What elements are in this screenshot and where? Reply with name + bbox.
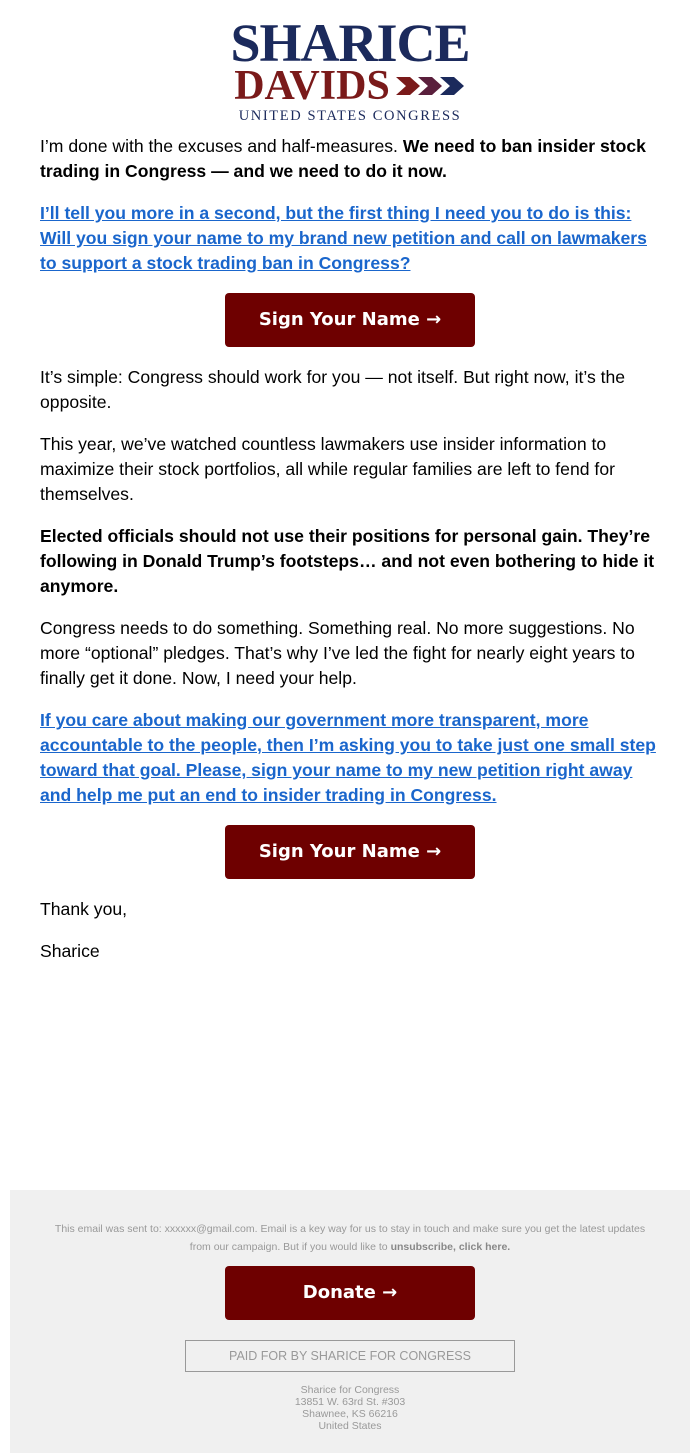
campaign-logo: [220, 13, 480, 128]
donate-button[interactable]: Donate →: [225, 1266, 475, 1320]
intro-bold: We need to ban insider stock trading in Congress — and we need to do it now.: [40, 136, 646, 181]
sign-name-button-2[interactable]: Sign Your Name →: [225, 825, 475, 879]
chevrons-icon: [396, 75, 466, 97]
logo-line1: SHARICE: [230, 13, 470, 73]
unsubscribe-link[interactable]: unsubscribe, click here.: [390, 1241, 511, 1253]
email-body: [0, 134, 700, 964]
closing: Thank you,: [40, 899, 128, 919]
address-line: Sharice for Congress: [300, 1384, 400, 1396]
footer: [10, 1190, 690, 1453]
paragraph-3: This year, we’ve watched countless lawmakers use insider information to maximize their stock portfolios, all while regular families are left to fend for themselves.: [40, 434, 615, 504]
paragraph-2: It’s simple: Congress should work for you — not itself. But right now, it’s the opposite.: [40, 367, 626, 412]
paragraph-5: Congress needs to do something. Something real. No more suggestions. No more “optional” pledges. That’s why I’ve led the fight for nearly eight years to finally get it done. Now, I need your help.: [40, 618, 635, 688]
logo-line3: UNITED STATES CONGRESS: [238, 108, 462, 124]
paragraph-intro: [40, 134, 660, 184]
mailing-address: [10, 1384, 690, 1432]
paragraph-4: Elected officials should not use their positions for personal gain. They’re following in Donald Trump’s footsteps… and not even bothering to hide it anymore.: [40, 526, 655, 596]
signature: Sharice: [40, 941, 100, 961]
footer-note-text: This email was sent to: xxxxxx@gmail.com. Email is a key way for us to stay in touch and make sure you get the latest updates from our campaign. But if you would like to: [54, 1223, 646, 1253]
intro-text: I’m done with the excuses and half-measures.: [40, 136, 403, 156]
petition-link-1[interactable]: I’ll tell you more in a second, but the first thing I need you to do is this: Will you sign your name to my brand new petition and call on lawmakers to support a stock trading ban in Congress?: [40, 203, 647, 273]
sign-name-button-1[interactable]: Sign Your Name →: [225, 293, 475, 347]
address-line: United States: [318, 1420, 382, 1432]
logo-line2: DAVIDS: [234, 63, 390, 109]
address-line: Shawnee, KS 66216: [302, 1408, 398, 1420]
address-line: 13851 W. 63rd St. #303: [294, 1396, 406, 1408]
paid-for-disclaimer: PAID FOR BY SHARICE FOR CONGRESS: [185, 1340, 515, 1372]
footer-note: [50, 1220, 650, 1256]
petition-link-2[interactable]: If you care about making our government more transparent, more accountable to the people, then I’m asking you to take just one small step toward that goal. Please, sign your name to my new petition right away and help me put an end to insider trading in Congress.: [40, 710, 656, 805]
